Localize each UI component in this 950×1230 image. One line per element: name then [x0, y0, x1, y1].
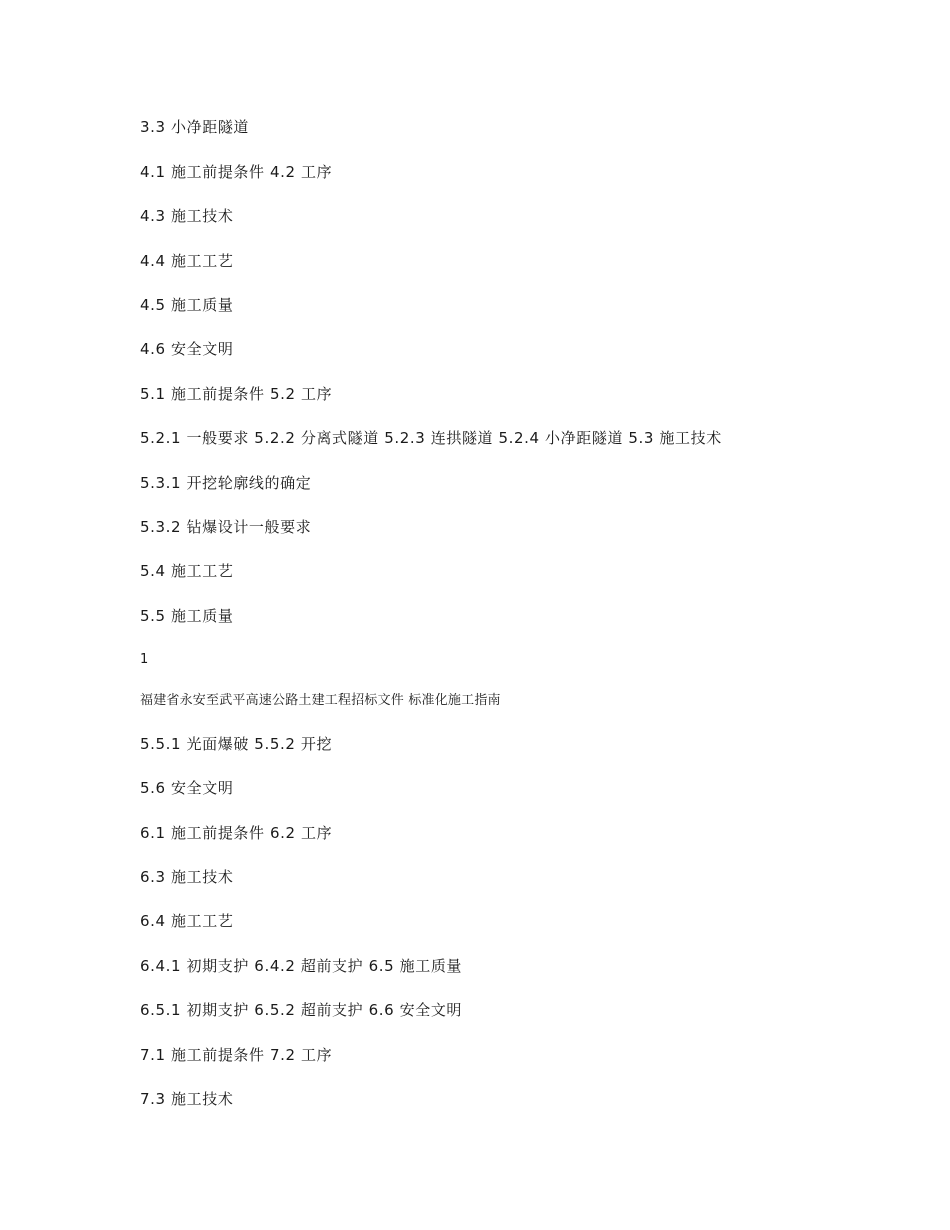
toc-line: 5.4 施工工艺 — [140, 562, 234, 580]
page-number: 1 — [140, 652, 149, 667]
toc-line: 6.3 施工技术 — [140, 868, 234, 886]
toc-line: 6.5.1 初期支护 6.5.2 超前支护 6.6 安全文明 — [140, 1001, 463, 1019]
toc-line: 7.3 施工技术 — [140, 1090, 234, 1108]
toc-line: 7.1 施工前提条件 7.2 工序 — [140, 1046, 333, 1064]
toc-line: 4.1 施工前提条件 4.2 工序 — [140, 163, 333, 181]
toc-line: 5.3.1 开挖轮廓线的确定 — [140, 474, 312, 492]
toc-line: 4.4 施工工艺 — [140, 252, 234, 270]
toc-line: 5.5 施工质量 — [140, 607, 234, 625]
running-header: 福建省永安至武平高速公路土建工程招标文件 标准化施工指南 — [140, 693, 501, 708]
toc-line: 6.4.1 初期支护 6.4.2 超前支护 6.5 施工质量 — [140, 957, 463, 975]
toc-line: 5.5.1 光面爆破 5.5.2 开挖 — [140, 735, 333, 753]
toc-line: 5.1 施工前提条件 5.2 工序 — [140, 385, 333, 403]
toc-line: 6.4 施工工艺 — [140, 912, 234, 930]
toc-line: 4.3 施工技术 — [140, 207, 234, 225]
toc-line: 5.6 安全文明 — [140, 779, 234, 797]
toc-line: 5.3.2 钻爆设计一般要求 — [140, 518, 312, 536]
toc-line: 6.1 施工前提条件 6.2 工序 — [140, 824, 333, 842]
toc-line: 4.6 安全文明 — [140, 340, 234, 358]
toc-line: 5.2.1 一般要求 5.2.2 分离式隧道 5.2.3 连拱隧道 5.2.4 小净距隧道 5.3 施工技术 — [140, 429, 722, 447]
toc-line: 4.5 施工质量 — [140, 296, 234, 314]
toc-line: 3.3 小净距隧道 — [140, 118, 250, 136]
